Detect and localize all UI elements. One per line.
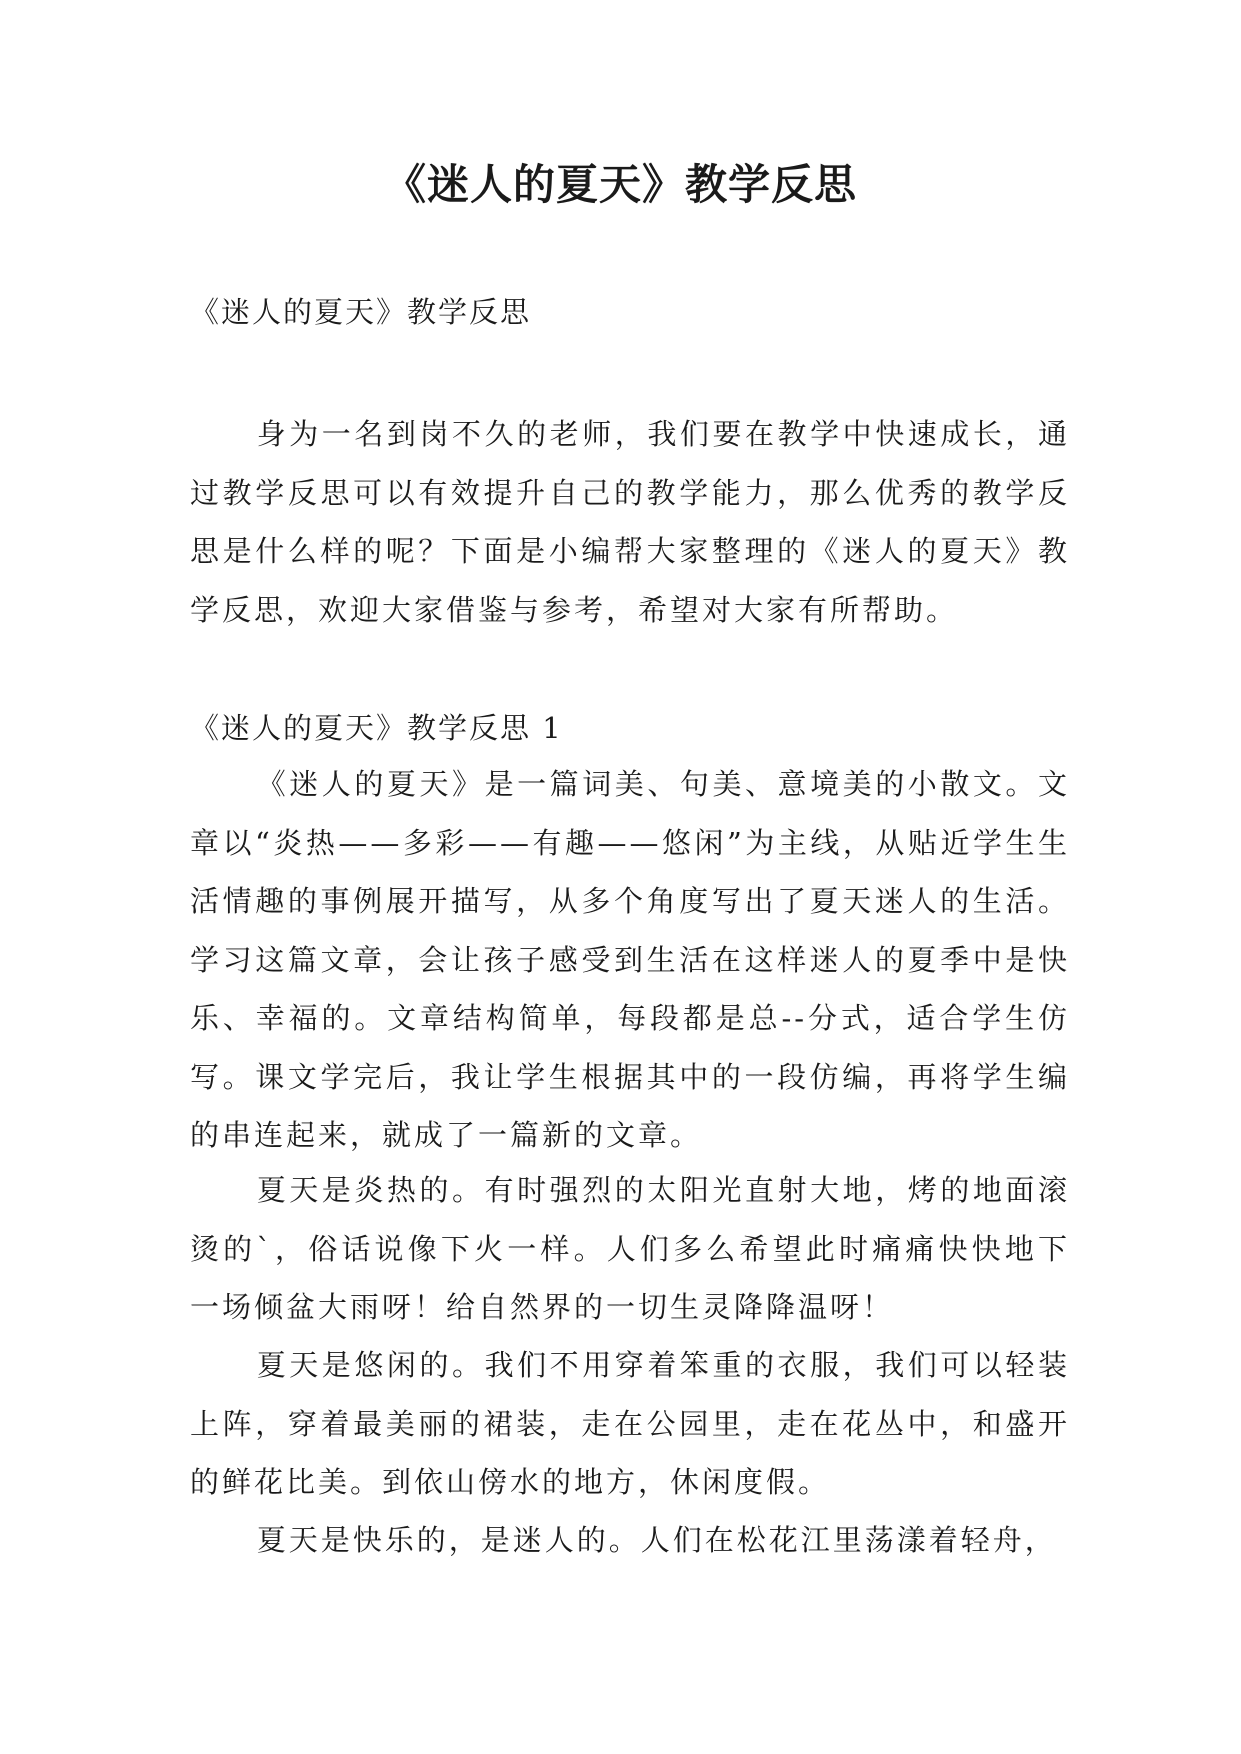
body-paragraph: 夏天是快乐的，是迷人的。人们在松花江里荡漾着轻舟， [256,1523,1057,1557]
section-title: 《迷人的夏天》教学反思 1 [190,711,563,745]
body-paragraph: 夏天是悠闲的。我们不用穿着笨重的衣服，我们可以轻装上阵，穿着最美丽的裙装，走在公园里，走在花丛中，和盛开的鲜花比美。到依山傍水的地方，休闲度假。 [190,1348,1070,1499]
intro-paragraph: 身为一名到岗不久的老师，我们要在教学中快速成长，通过教学反思可以有效提升自己的教学能力，那么优秀的教学反思是什么样的呢？下面是小编帮大家整理的《迷人的夏天》教学反思，欢迎大家借鉴与参考，希望对大家有所帮助。 [190,417,1070,627]
body-paragraph: 夏天是炎热的。有时强烈的太阳光直射大地，烤的地面滚烫的`，俗话说像下火一样。人们多么希望此时痛痛快快地下一场倾盆大雨呀！给自然界的一切生灵降降温呀！ [190,1173,1070,1324]
body-paragraph: 《迷人的夏天》是一篇词美、句美、意境美的小散文。文章以“炎热——多彩——有趣——悠闲”为主线，从贴近学生生活情趣的事例展开描写，从多个角度写出了夏天迷人的生活。学习这篇文章，会让孩子感受到生活在这样迷人的夏季中是快乐、幸福的。文章结构简单，每段都是总--分式，适合学生仿写。课文学完后，我让学生根据其中的一段仿编，再将学生编的串连起来，就成了一篇新的文章。 [190,767,1070,1152]
document-title: 《迷人的夏天》教学反思 [383,160,857,209]
document-subtitle: 《迷人的夏天》教学反思 [190,295,532,329]
